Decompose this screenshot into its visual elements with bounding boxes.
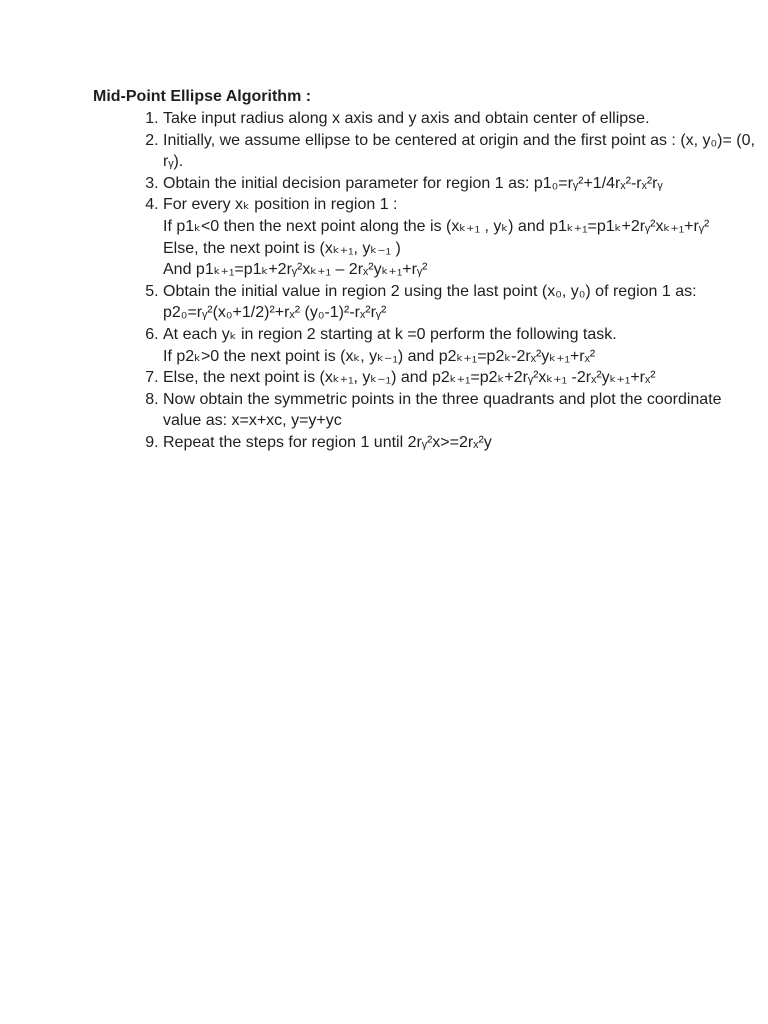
step-5-line-1: Obtain the initial value in region 2 using the last point (x₀, y₀) of region 1 as: p2₀=rᵧ²(x₀+1/2)²+rₓ² (y₀-1)²-rₓ²rᵧ² — [163, 282, 697, 322]
step-4-line-4: And p1ₖ₊₁=p1ₖ+2rᵧ²xₖ₊₁ – 2rₓ²yₖ₊₁+rᵧ² — [163, 261, 428, 279]
page-title: Mid-Point Ellipse Algorithm : — [93, 88, 312, 105]
step-7-line-1: Else, the next point is (xₖ₊₁, yₖ₋₁) and p2ₖ₊₁=p2ₖ+2rᵧ²xₖ₊₁ -2rₓ²yₖ₊₁+rₓ² — [163, 369, 656, 387]
step-8-line-1: Now obtain the symmetric points in the three quadrants and plot the coordinate value as: x=x+xc, y=y+yc — [163, 390, 722, 430]
step-4-line-1: 4. For every xₖ position in region 1 : — [163, 196, 398, 214]
step-4 — [163, 194, 763, 280]
step-4-line-2: If p1ₖ<0 then the next point along the is (xₖ₊₁ , yₖ) and p1ₖ₊₁=p1ₖ+2rᵧ²xₖ₊₁+rᵧ² — [163, 217, 710, 235]
step-8 — [163, 389, 763, 432]
step-5 — [163, 281, 763, 324]
step-2-line-1: Initially, we assume ellipse to be centered at origin and the first point as : (x, y₀)= (0, rᵧ). — [163, 131, 755, 171]
step-3-line-1: Obtain the initial decision parameter for region 1 as: p1₀=rᵧ²+1/4rₓ²-rₓ²rᵧ — [163, 174, 663, 192]
step-3 — [163, 173, 763, 195]
step-9 — [163, 432, 763, 454]
step-6-line-2: If p2ₖ>0 the next point is (xₖ, yₖ₋₁) and p2ₖ₊₁=p2ₖ-2rₓ²yₖ₊₁+rₓ² — [163, 347, 596, 365]
step-4-line-3: Else, the next point is (xₖ₊₁, yₖ₋₁ ) — [163, 239, 401, 257]
step-1-line-1: Take input radius along x axis and y axis and obtain center of ellipse. — [163, 110, 650, 127]
step-6-line-1: 6. At each yₖ in region 2 starting at k =0 perform the following task. — [163, 325, 617, 343]
step-7 — [163, 367, 763, 389]
steps-list — [93, 108, 763, 454]
step-1 — [163, 108, 763, 130]
step-2 — [163, 130, 763, 173]
step-9-line-1: Repeat the steps for region 1 until 2rᵧ²x>=2rₓ²y — [163, 433, 492, 451]
step-6 — [163, 324, 763, 367]
